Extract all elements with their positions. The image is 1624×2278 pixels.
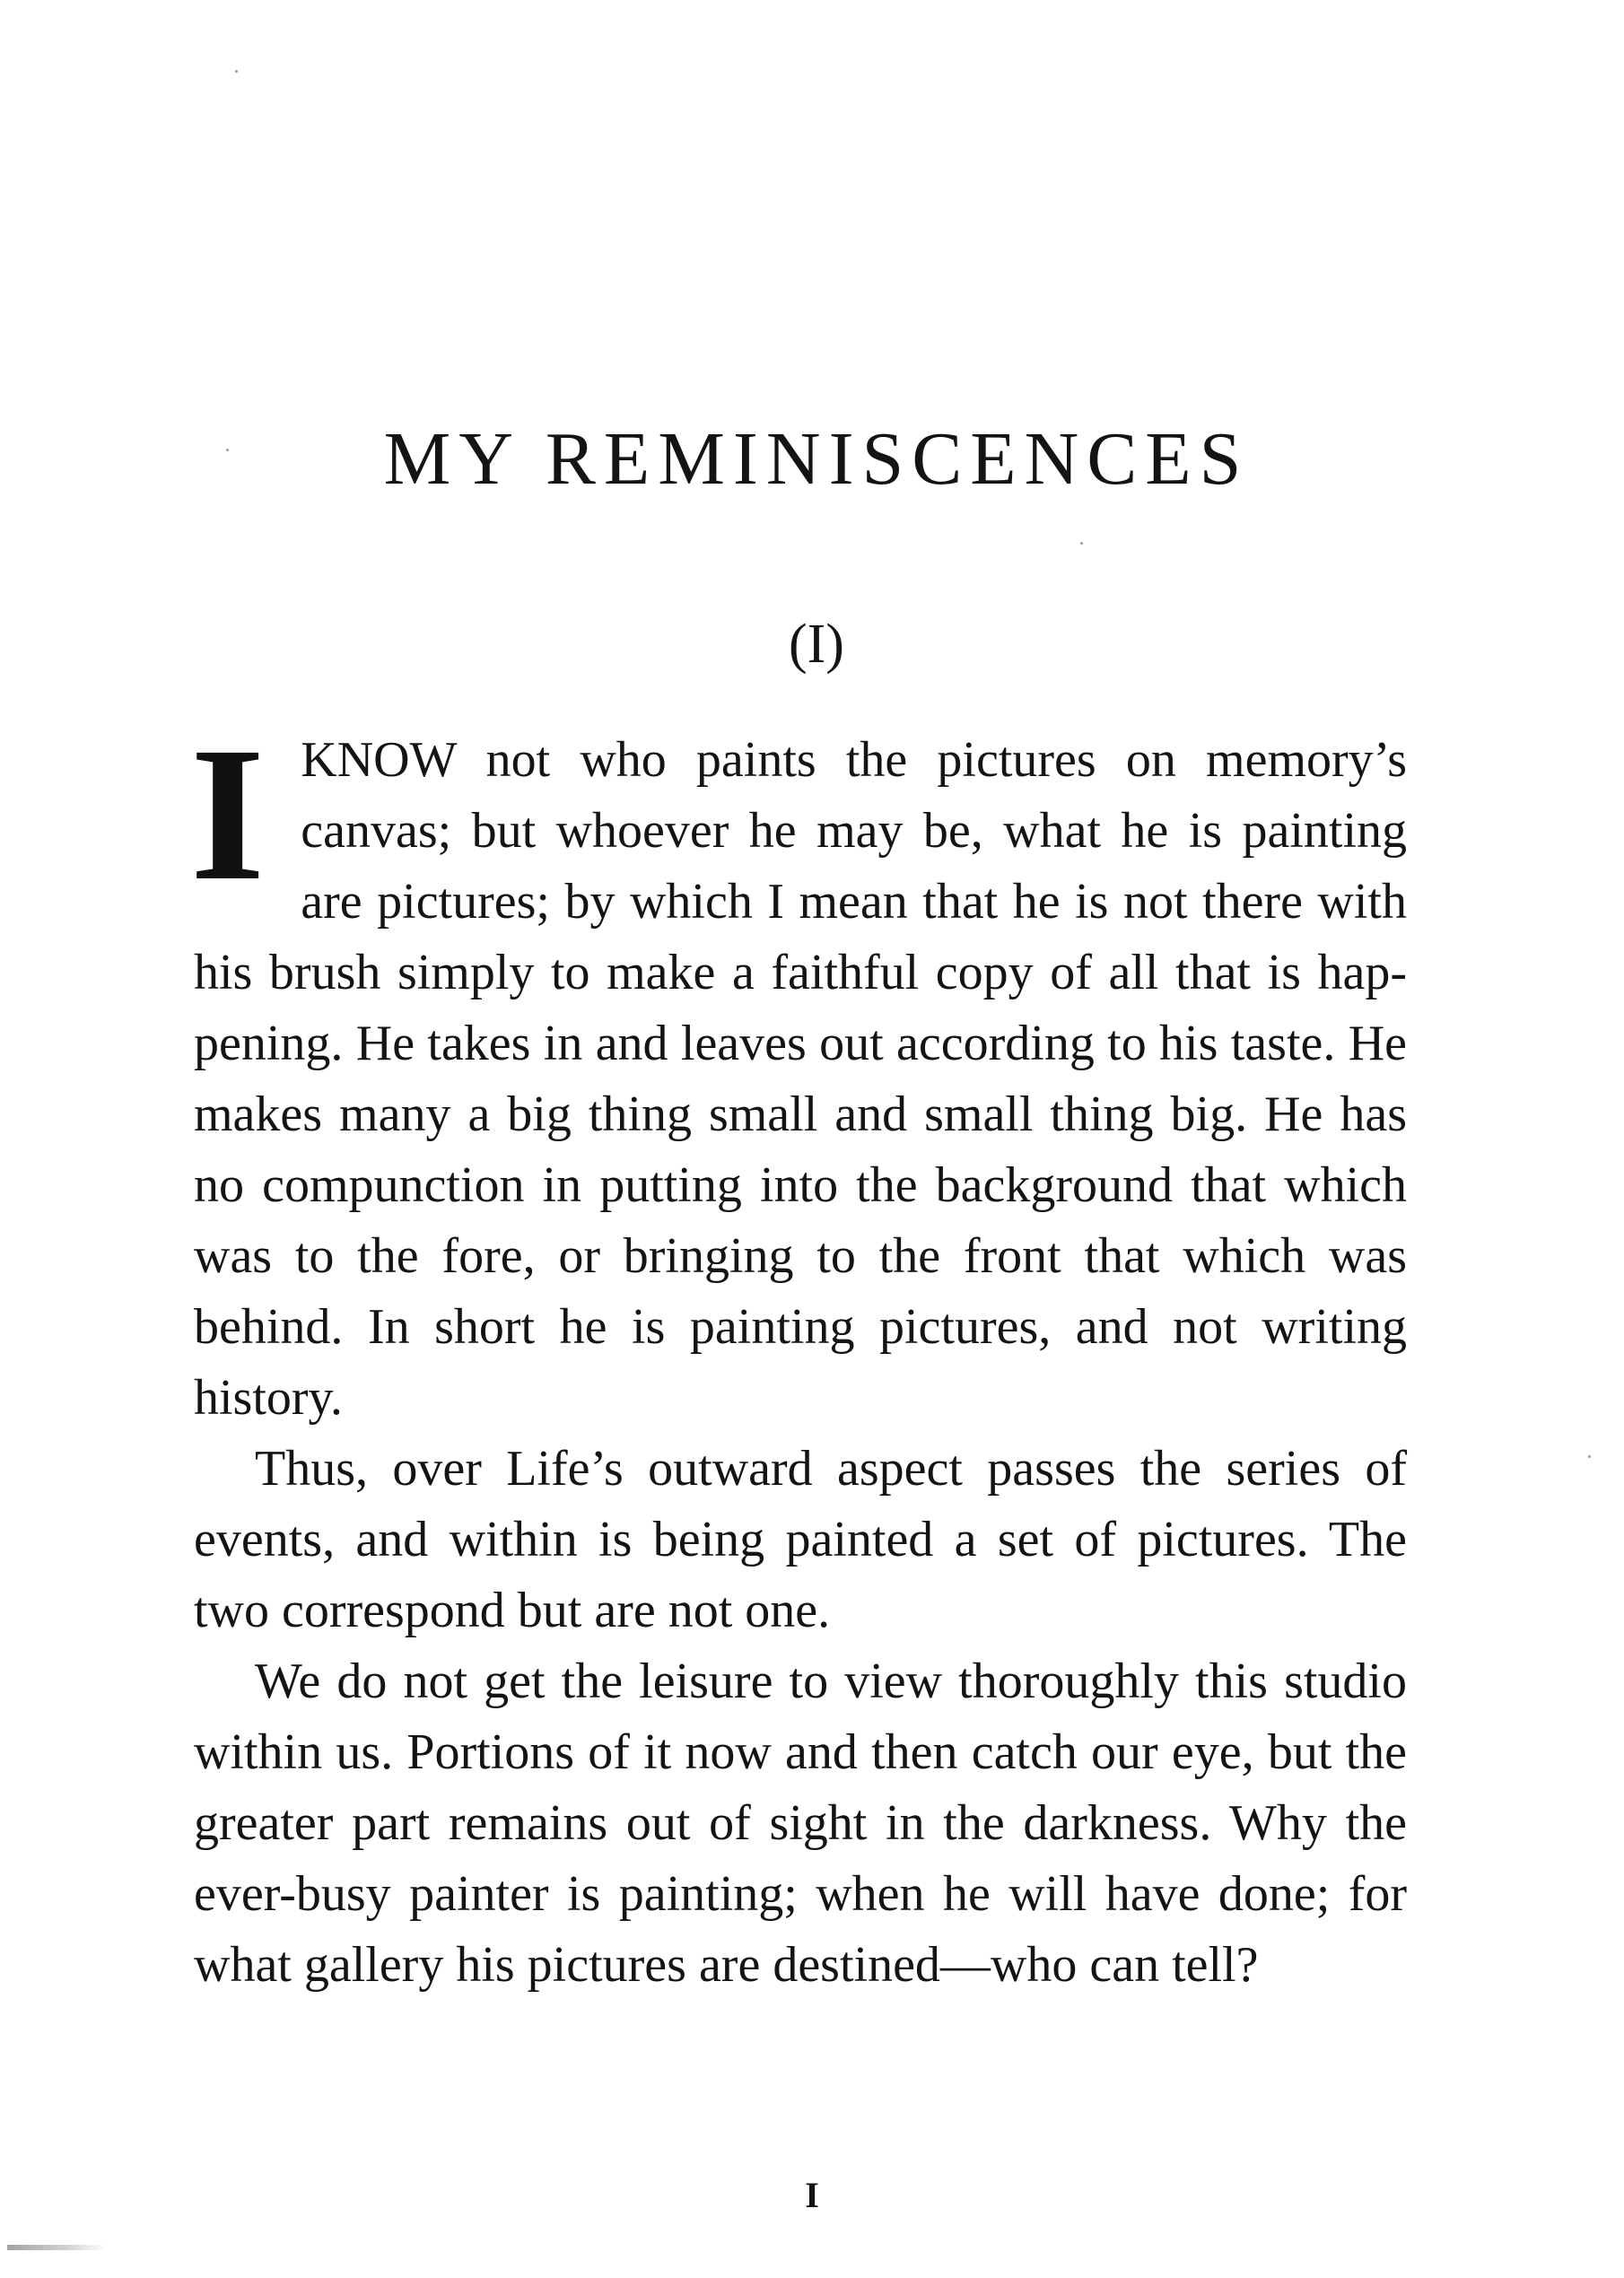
scan-speck xyxy=(1588,1455,1591,1458)
paragraph-1-text: KNOW not who paints the pictures on memory’s canvas; but whoever he may be, what he is painting are pictures; by which I mean that he is not there with his brush simply to make a faithful copy of all that is happening. He takes in and leaves out according to his taste. He makes many a big thing small and small thing big. He has no compunction in putting into the background that which was to the fore, or bringing to the front that which was behind. In short he is painting pictures, and not writing history. xyxy=(194,732,1407,1426)
section-number: (I) xyxy=(789,614,844,675)
scan-smudge xyxy=(7,2245,106,2250)
paragraph-2: Thus, over Life’s outward aspect passes the series of events, and within is being painted a set of pictures. The two correspond but are not one. xyxy=(194,1441,1407,1638)
paragraph-3: We do not get the leisure to view thoroughly this studio within us. Portions of it now and then catch our eye, but the greater part remains out of sight in the darkness. Why the ever-busy painter is painting; when he will have done; for what gallery his pictures are destined—who can tell? xyxy=(194,1654,1407,1993)
page-number: I xyxy=(805,2175,819,2215)
scan-speck xyxy=(226,449,229,451)
scan-speck xyxy=(1080,542,1083,545)
body-text xyxy=(190,708,1407,2001)
drop-cap: I xyxy=(190,708,266,921)
scan-speck xyxy=(235,70,238,73)
chapter-title: MY REMINISCENCES xyxy=(383,417,1250,501)
paragraph-1 xyxy=(190,708,1407,1434)
